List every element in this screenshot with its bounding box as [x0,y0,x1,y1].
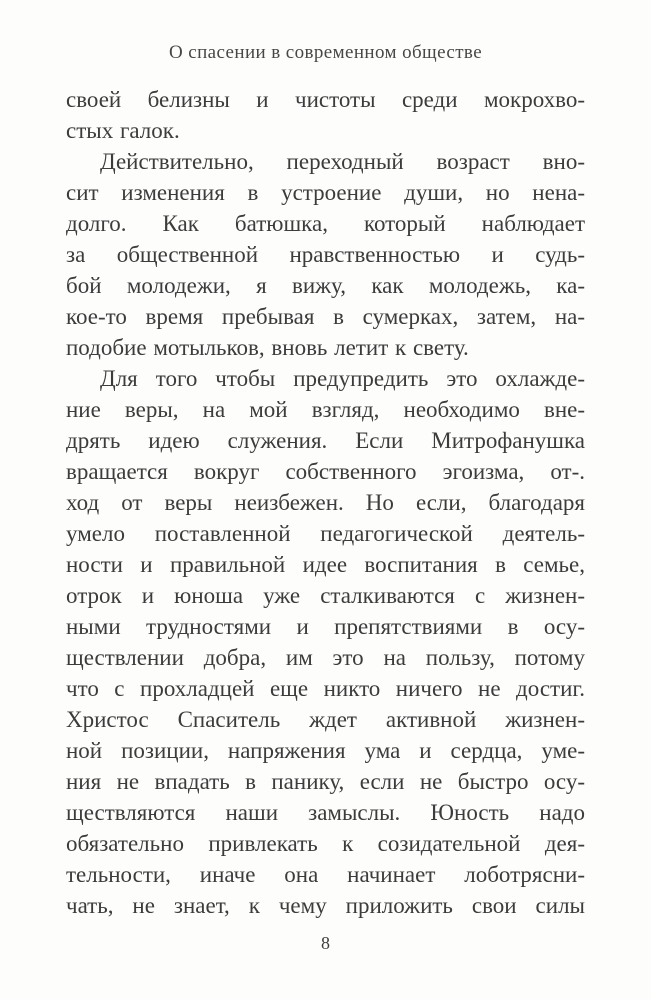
text-line: кое-то время пребывая в сумерках, затем, на- [66,304,585,329]
text-line: стых галок. [66,118,180,143]
text-line: бой молодежи, я вижу, как молодежь, ка- [66,273,585,298]
text-line: долго. Как батюшка, который наблюдает [66,211,585,236]
text-line: своей белизны и чистоты среди мокрохво- [66,87,585,112]
text-line: ществлении добра, им это на пользу, потому [66,645,585,670]
text-line: тельности, иначе она начинает лоботрясни- [66,862,585,887]
text-line: ние веры, на мой взгляд, необходимо вне- [66,397,585,422]
text-line: чать, не знает, к чему приложить свои силы [66,893,585,918]
text-line: ности и правильной идее воспитания в семье, [66,552,585,577]
text-line: ществляются наши замыслы. Юность надо [66,800,585,825]
text-line: вращается вокруг собственного эгоизма, от-. [66,459,585,484]
text-line: Христос Спаситель ждет активной жизнен- [66,707,585,732]
text-line: обязательно привлекать к созидательной дея- [66,831,585,856]
text-line: отрок и юноша уже сталкиваются с жизнен- [66,583,585,608]
paragraph [66,363,585,921]
text-block [66,84,585,921]
text-line: что с прохладцей еще никто ничего не достиг. [66,676,585,701]
text-line: умело поставленной педагогической деятель- [66,521,585,546]
text-line: Для того чтобы предупредить это охлажде- [100,366,585,391]
paragraph-continuation [66,84,585,146]
page-number: 8 [321,933,330,953]
text-line: за общественной нравственностью и судь- [66,242,585,267]
text-line: ной позиции, напряжения ума и сердца, уме- [66,738,585,763]
text-line: дрять идею служения. Если Митрофанушка [66,428,585,453]
text-line: ход от веры неизбежен. Но если, благодаря [66,490,585,515]
running-header: О спасении в современном обществе [168,42,483,63]
text-line: ными трудностями и препятствиями в осу- [66,614,585,639]
text-line: ния не впадать в панику, если не быстро осу- [66,769,585,794]
paragraph [66,146,585,363]
text-line: подобие мотыльков, вновь летит к свету. [66,335,469,360]
text-line: Действительно, переходный возраст вно- [100,149,585,174]
text-line: сит изменения в устроение души, но нена- [66,180,585,205]
